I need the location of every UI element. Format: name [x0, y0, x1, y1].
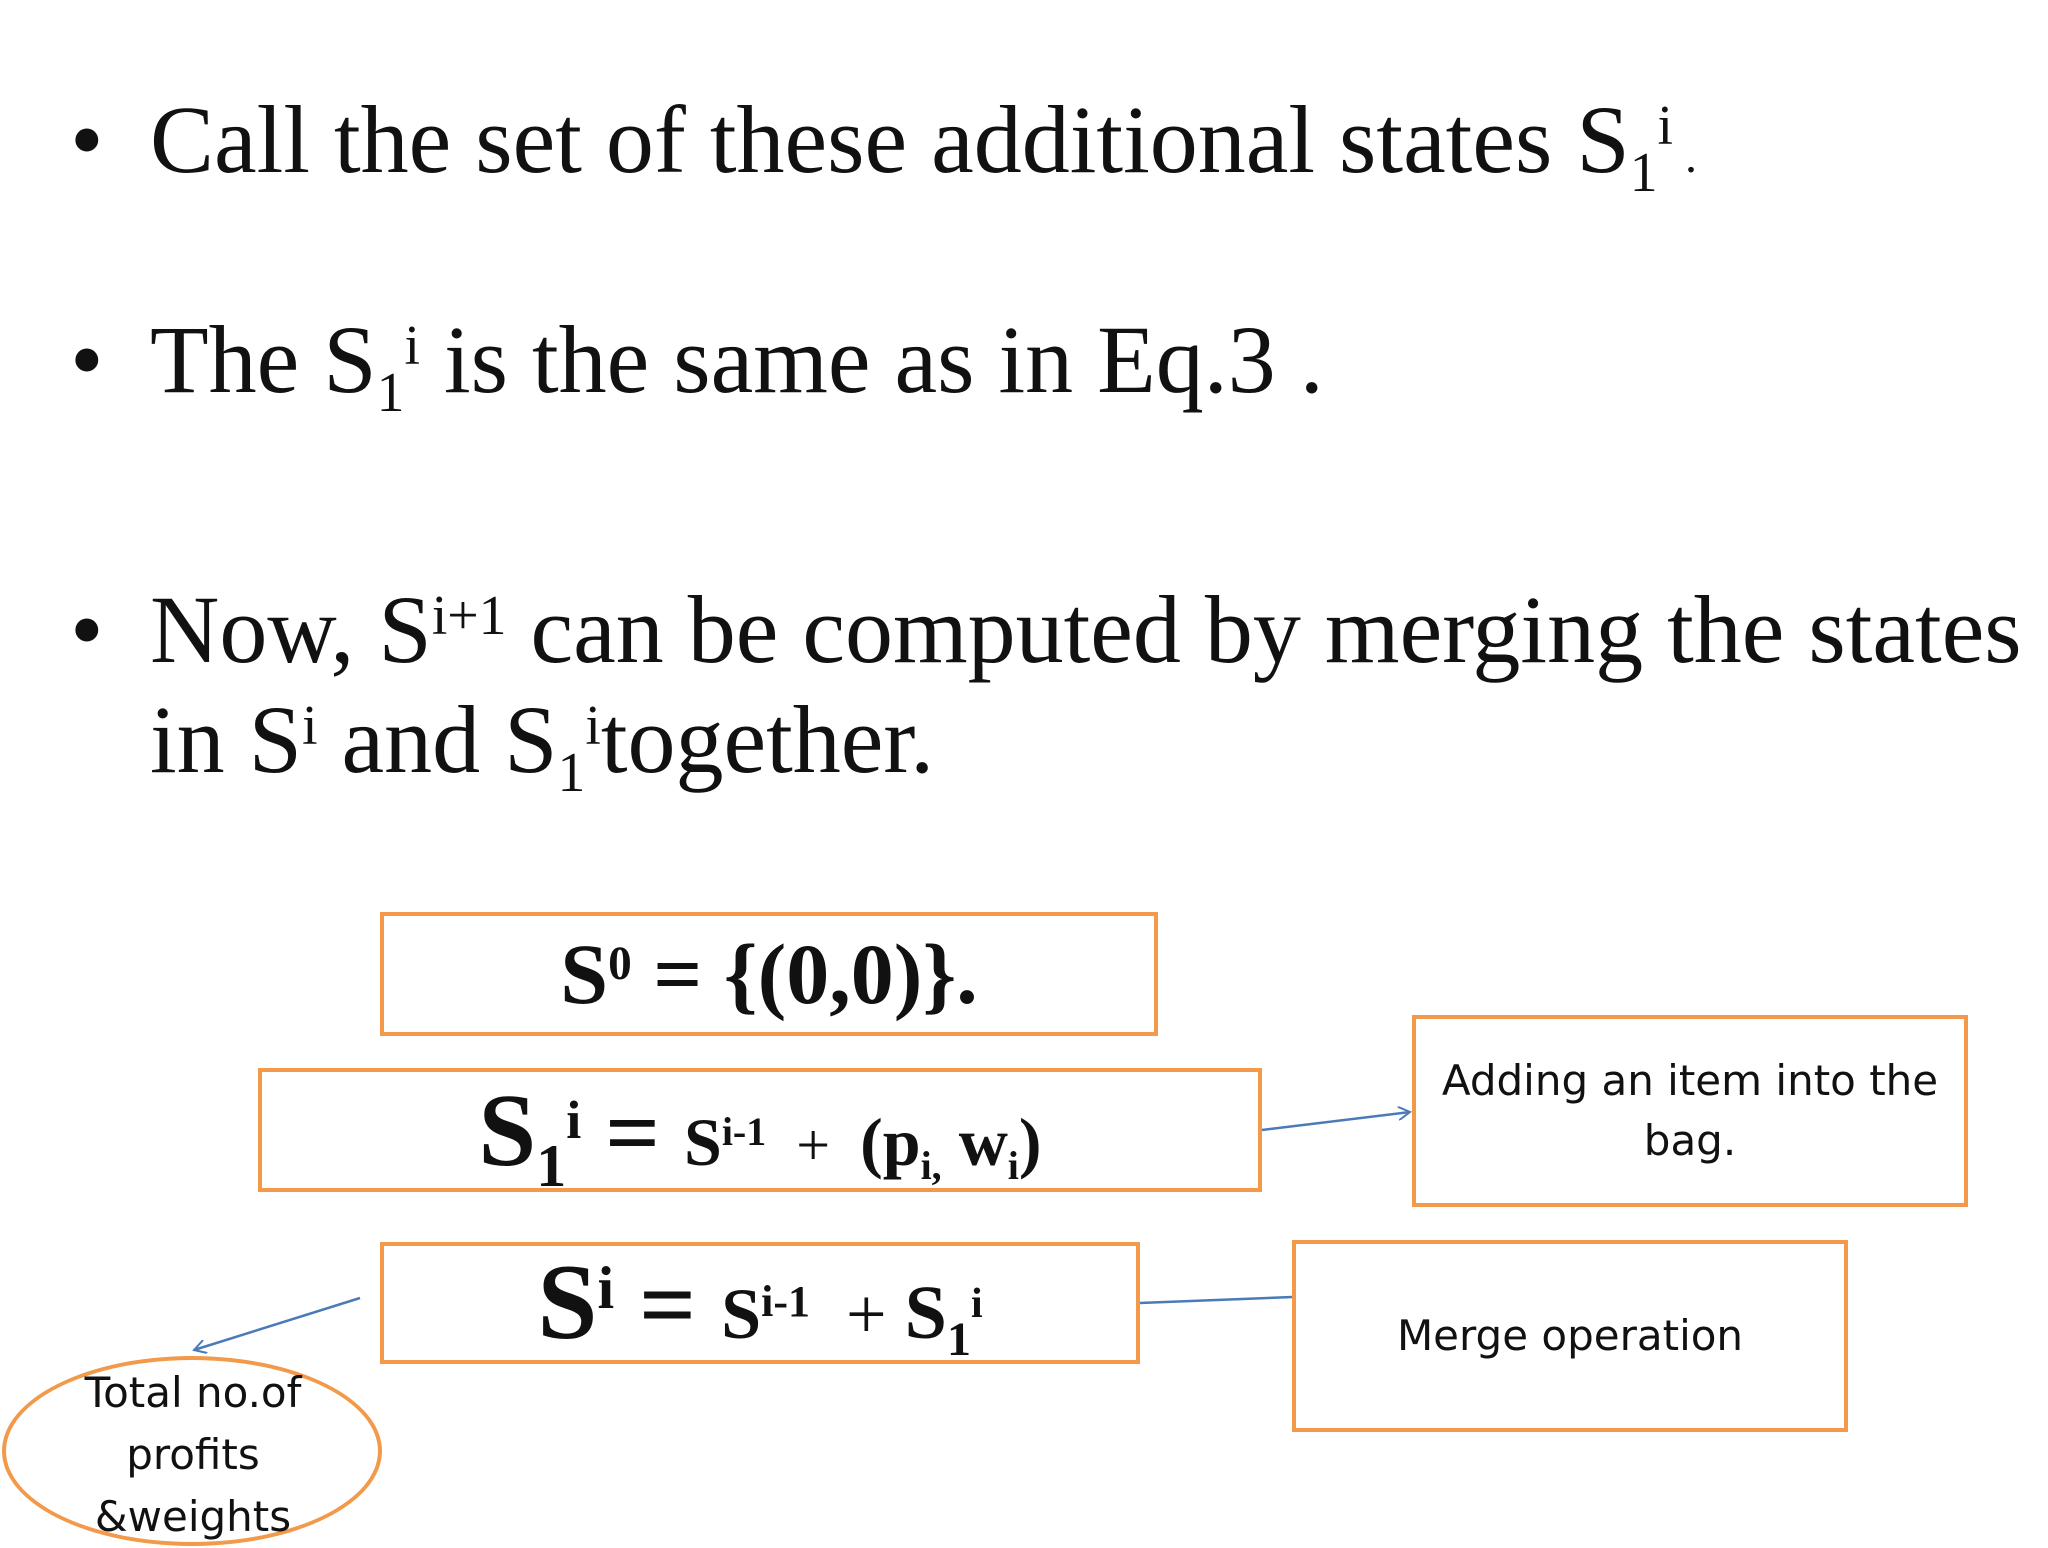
bullet-3-line-1: Now, $S^{i+1}$ can be computed by merging the states [150, 576, 2022, 683]
arrow-to-total-ellipse [194, 1298, 360, 1350]
note-adding-item-text: Adding an item into the bag. [1441, 1056, 1939, 1165]
ellipse-total-profits-text: Total no.of profits &weights [84, 1368, 302, 1541]
bullet-dot: • [70, 576, 104, 683]
bullet-2-text: The $S_1^i$ is the same as in Eq.3 . [150, 306, 1324, 425]
bullet-3-line-2: in $S^i$ and $S_1^itogether$. [150, 686, 935, 805]
line-to-merge-note [1140, 1297, 1292, 1303]
bullet-dot: • [70, 306, 104, 413]
note-merge-operation-text: Merge operation [1396, 1311, 1744, 1360]
bullet-dot: • [70, 86, 104, 193]
equation-s0: $S^0 = \{(0,0)\}$. [560, 926, 978, 1022]
bullet-1-text: Call the set of these additional states $S_1^i$ . [150, 86, 1698, 205]
equation-si: Si = Si-1 + S1i [537, 1243, 983, 1366]
arrow-to-adding-note [1262, 1112, 1410, 1130]
equation-s1i: S1i = Si-1 + (pi, wi) [478, 1072, 1042, 1199]
